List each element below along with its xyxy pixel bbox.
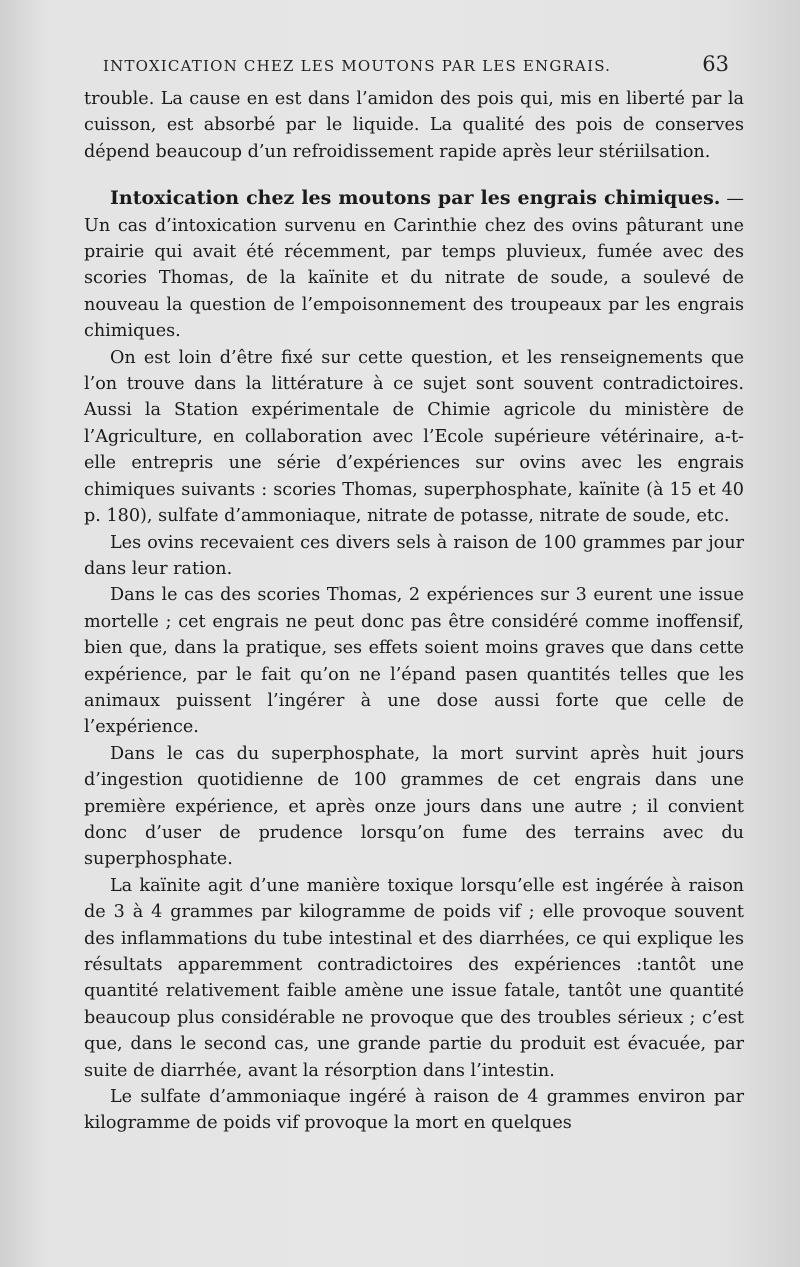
section-intro: — Un cas d’intoxication survenu en Carinthie chez des ovins pâturant une prairie qui avait été récemment, par temps pluvieux, fumée avec des scories Thomas, de la kaïnite et du nitrate de soude, a soulevé de nouveau la question de l’empoisonnement des troupeaux par les engrais chimiques.: [84, 189, 744, 342]
section-spacer: [84, 165, 744, 185]
paragraph: La kaïnite agit d’une manière toxique lorsqu’elle est ingérée à raison de 3 à 4 grammes par kilogramme de poids vif ; elle provoque souvent des inflammations du tube intestinal et des diarrhées, ce qui explique les résultats apparemment contradictoires des expériences :tantôt une quantité relativement faible amène une issue fatale, tantôt une quantité beaucoup plus considérable ne provoque que des troubles sérieux ; c’est que, dans le second cas, une grande partie du produit est évacuée, par suite de diarrhée, avant la résorption dans l’intestin.: [84, 875, 744, 1081]
paragraph: On est loin d’être fixé sur cette question, et les renseignements que l’on trouve dans la littérature à ce sujet sont souvent contradictoires. Aussi la Station expérimentale de Chimie agricole du ministère de l’Agriculture, en collaboration avec l’Ecole supérieure vétérinaire, a-t-elle entrepris une série d’expériences sur ovins avec les engrais chimiques suivants : scories Thomas, superphosphate, kaïnite (à 15 et 40 p. 180), sulfate d’ammoniaque, nitrate de potasse, nitrate de soude, etc.: [84, 347, 744, 527]
paragraph: Le sulfate d’ammoniaque ingéré à raison de 4 grammes environ par kilogramme de poids vif provoque la mort en quelques: [84, 1087, 744, 1134]
page-number: 63: [702, 52, 729, 76]
paragraph: Dans le cas des scories Thomas, 2 expériences sur 3 eurent une issue mortelle ; cet engrais ne peut donc pas être considéré comme inoffensif, bien que, dans la pratique, ses effets soient moins graves que dans cette expérience, par le fait qu’on ne l’épand pasen quantités telles que les animaux puissent l’ingérer à une dose aussi forte que celle de l’expérience.: [84, 585, 744, 738]
body-text: [84, 86, 744, 1137]
paragraph: Les ovins recevaient ces divers sels à raison de 100 grammes par jour dans leur ration.: [84, 532, 744, 579]
paragraph: Dans le cas du superphosphate, la mort survint après huit jours d’ingestion quotidienne de 100 grammes de cet engrais dans une première expérience, et après onze jours dans une autre ; il convient donc d’user de prudence lorsqu’on fume des terrains avec du superphosphate.: [84, 743, 744, 870]
section-heading: Intoxication chez les moutons par les engrais chimiques.: [110, 187, 721, 210]
section-paragraph: [84, 185, 744, 344]
paragraph-continuation: trouble. La cause en est dans l’amidon des pois qui, mis en liberté par la cuisson, est absorbé par le liquide. La qualité des pois de conserves dépend beaucoup d’un refroidissement rapide après leur stériilsation.: [84, 89, 744, 162]
running-title: INTOXICATION CHEZ LES MOUTONS PAR LES ENGRAIS.: [103, 57, 612, 75]
running-head: [103, 52, 729, 82]
